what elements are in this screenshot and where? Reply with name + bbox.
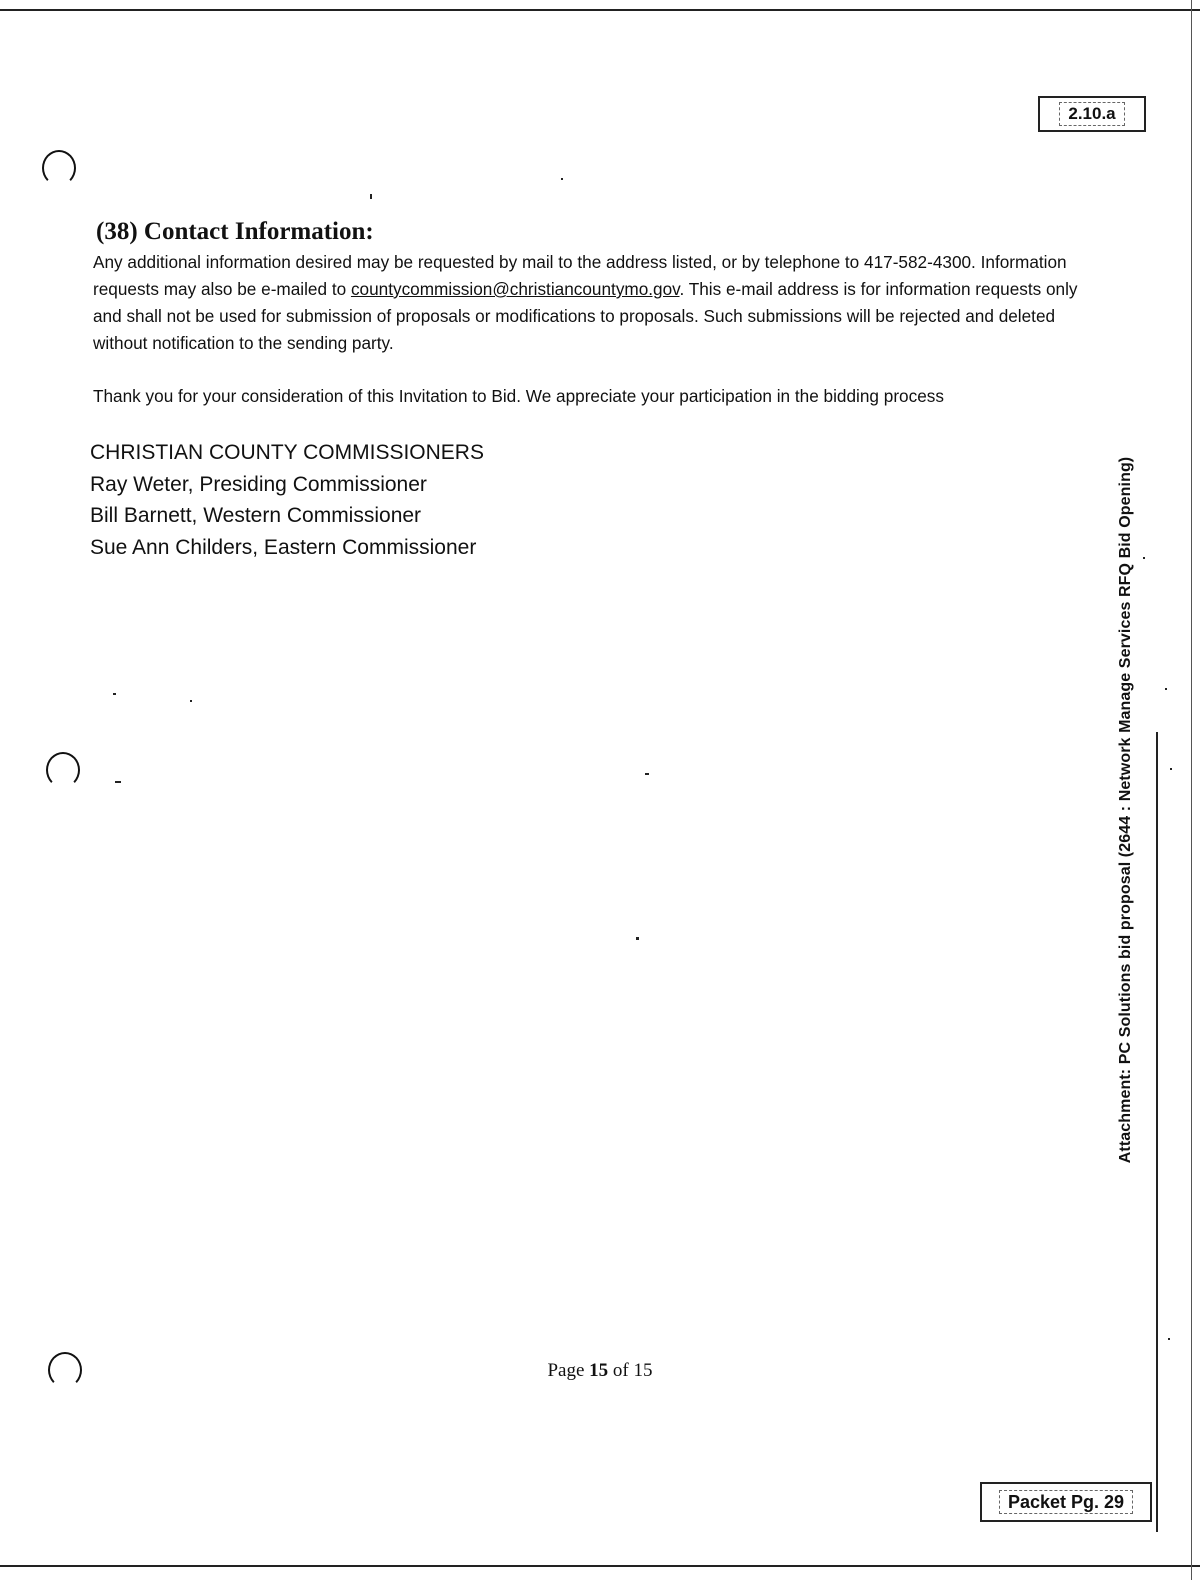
page-current: 15: [589, 1360, 609, 1381]
scan-speck: [1168, 1338, 1170, 1340]
page-of: of: [612, 1360, 629, 1381]
page-top-border: [0, 9, 1200, 11]
packet-page-text: Packet Pg. 29: [999, 1490, 1133, 1514]
scan-speck: [1143, 557, 1145, 559]
scan-speck: [190, 700, 192, 702]
page-bottom-border: [0, 1565, 1200, 1567]
item-number-stamp: [1038, 96, 1146, 132]
scan-speck: [561, 178, 563, 180]
contact-text-end: . This e-mail address is for information requests only and shall not be used for submission of proposals or modifications to proposals. Such submissions will be rejected and deleted without notification to the sending party.: [93, 279, 1078, 353]
scan-speck: [113, 693, 116, 695]
attachment-label: Attachment: PC Solutions bid proposal (2644 : Network Manage Services RFQ Bid Opening): [1117, 456, 1134, 1164]
page-right-border: [1191, 0, 1192, 1580]
thanks-paragraph: Thank you for your consideration of this Invitation to Bid. We appreciate your participation in the bidding process: [93, 386, 944, 406]
scan-speck: [1165, 688, 1167, 690]
signature-org: CHRISTIAN COUNTY COMMISSIONERS: [90, 441, 484, 464]
packet-page-stamp: [980, 1482, 1152, 1522]
section-heading: (38) Contact Information:: [96, 218, 374, 245]
signature-line: Bill Barnett, Western Commissioner: [90, 504, 422, 527]
scan-speck: [370, 194, 372, 199]
page-label: Page: [547, 1360, 585, 1381]
scan-speck: [1170, 768, 1172, 770]
page-number: [0, 1360, 1200, 1382]
contact-text-start: Any additional information desired may be requested by mail to the address listed, or by telephone to 417-582-4300. Information requests may also be e-mailed to: [93, 252, 1067, 299]
email-link[interactable]: countycommission@christiancountymo.gov: [350, 279, 680, 299]
signature-line: Ray Weter, Presiding Commissioner: [90, 472, 427, 496]
scan-speck: [645, 773, 649, 775]
signature-block: [90, 437, 484, 563]
item-number-text: 2.10.a: [1059, 102, 1124, 126]
punch-hole-middle: [46, 752, 80, 788]
signature-line: Sue Ann Childers, Eastern Commissioner: [90, 535, 477, 559]
page-total: 15: [633, 1360, 653, 1381]
binder-rule: [1156, 732, 1158, 1532]
scan-speck: [115, 781, 121, 783]
punch-hole-top: [42, 150, 76, 186]
contact-paragraph: [93, 249, 1103, 357]
scan-speck: [636, 937, 639, 940]
